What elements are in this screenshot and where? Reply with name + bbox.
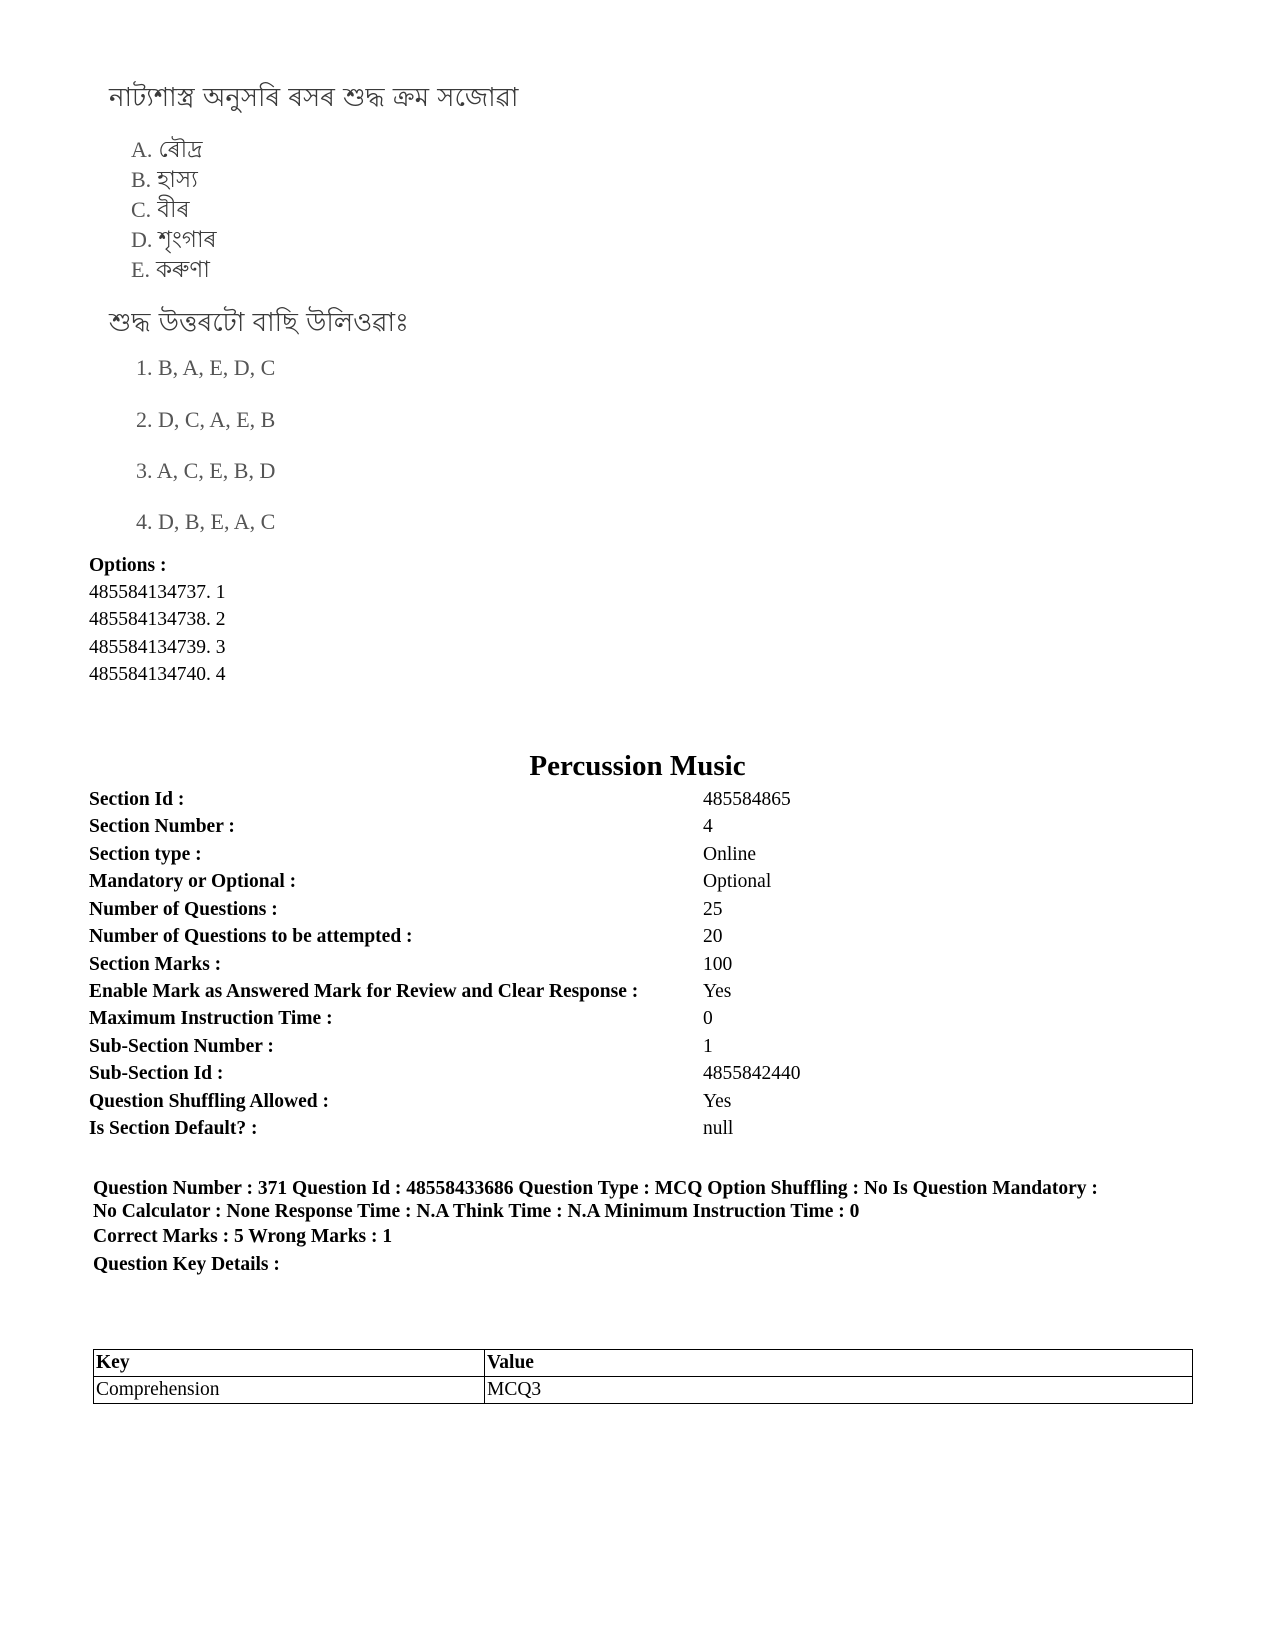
meta-key: Section Number : bbox=[89, 816, 235, 837]
options-heading: Options : bbox=[89, 555, 167, 576]
question-marks: Correct Marks : 5 Wrong Marks : 1 bbox=[93, 1226, 393, 1247]
section-meta-row bbox=[89, 816, 1189, 842]
table-cell-value: MCQ3 bbox=[485, 1377, 1193, 1404]
section-meta-row bbox=[89, 789, 1189, 815]
item-text: বীৰ bbox=[157, 197, 190, 223]
table-header-value: Value bbox=[485, 1350, 1193, 1377]
section-meta-row bbox=[89, 871, 1189, 897]
section-title: Percussion Music bbox=[529, 750, 746, 782]
item-text: কৰুণা bbox=[155, 257, 210, 283]
question-prompt: নাট্যশাস্ত্র অনুসৰি ৰসৰ শুদ্ধ ক্ৰম সজোৱা bbox=[109, 83, 519, 113]
section-meta-row bbox=[89, 899, 1189, 925]
option-row: 485584134737. 1 bbox=[89, 582, 226, 603]
meta-key: Is Section Default? : bbox=[89, 1118, 258, 1139]
question-instruction: শুদ্ধ উত্তৰটো বাছি উলিওৱাঃ bbox=[109, 308, 409, 338]
table-cell-key: Comprehension bbox=[94, 1377, 485, 1404]
question-header-line1: Question Number : 371 Question Id : 48558433686 Question Type : MCQ Option Shuffling : No Is Question Mandatory : bbox=[93, 1178, 1098, 1199]
item-label: D. bbox=[131, 227, 153, 252]
section-meta-row bbox=[89, 954, 1189, 980]
question-key-table bbox=[93, 1349, 1193, 1404]
answer-choice-3: 3. A, C, E, B, D bbox=[136, 458, 276, 483]
option-row: 485584134738. 2 bbox=[89, 609, 226, 630]
question-item-e bbox=[131, 251, 210, 290]
table-header-key: Key bbox=[94, 1350, 485, 1377]
section-meta-row bbox=[89, 926, 1189, 952]
section-meta-row bbox=[89, 844, 1189, 870]
item-text: হাস্য bbox=[157, 167, 198, 193]
meta-key: Section Id : bbox=[89, 789, 185, 810]
meta-key: Number of Questions to be attempted : bbox=[89, 926, 413, 947]
meta-value: null bbox=[703, 1118, 734, 1139]
meta-value: 4855842440 bbox=[703, 1063, 801, 1084]
answer-choice-4: 4. D, B, E, A, C bbox=[136, 509, 276, 534]
meta-value: 20 bbox=[703, 926, 723, 947]
meta-key: Enable Mark as Answered Mark for Review and Clear Response : bbox=[89, 981, 639, 1002]
section-meta-row bbox=[89, 1008, 1189, 1034]
meta-value: 4 bbox=[703, 816, 713, 837]
question-header bbox=[93, 1177, 1213, 1223]
item-label: B. bbox=[131, 167, 152, 192]
meta-value: 1 bbox=[703, 1036, 713, 1057]
meta-value: 100 bbox=[703, 954, 733, 975]
question-header-line2: No Calculator : None Response Time : N.A Think Time : N.A Minimum Instruction Time : 0 bbox=[93, 1201, 860, 1222]
question-key-details-label: Question Key Details : bbox=[93, 1254, 280, 1275]
meta-key: Question Shuffling Allowed : bbox=[89, 1091, 330, 1112]
meta-value: Online bbox=[703, 844, 757, 865]
table-row bbox=[94, 1377, 1193, 1404]
meta-key: Number of Questions : bbox=[89, 899, 278, 920]
answer-choice-1: 1. B, A, E, D, C bbox=[136, 355, 276, 380]
answer-choice-2: 2. D, C, A, E, B bbox=[136, 407, 276, 432]
meta-value: Yes bbox=[703, 1091, 732, 1112]
item-text: শৃংগাৰ bbox=[158, 227, 217, 253]
meta-key: Maximum Instruction Time : bbox=[89, 1008, 333, 1029]
meta-value: Optional bbox=[703, 871, 772, 892]
section-meta-row bbox=[89, 981, 1189, 1007]
option-row: 485584134740. 4 bbox=[89, 664, 226, 685]
item-label: C. bbox=[131, 197, 152, 222]
item-text: ৰৌদ্ৰ bbox=[158, 137, 203, 163]
option-row: 485584134739. 3 bbox=[89, 637, 226, 658]
meta-key: Section Marks : bbox=[89, 954, 222, 975]
meta-value: Yes bbox=[703, 981, 732, 1002]
section-meta-row bbox=[89, 1063, 1189, 1089]
meta-value: 25 bbox=[703, 899, 723, 920]
meta-value: 485584865 bbox=[703, 789, 791, 810]
item-label: E. bbox=[131, 257, 150, 282]
meta-key: Section type : bbox=[89, 844, 202, 865]
section-meta-row bbox=[89, 1091, 1189, 1117]
meta-value: 0 bbox=[703, 1008, 713, 1029]
meta-key: Mandatory or Optional : bbox=[89, 871, 297, 892]
meta-key: Sub-Section Id : bbox=[89, 1063, 224, 1084]
meta-key: Sub-Section Number : bbox=[89, 1036, 274, 1057]
section-meta-row bbox=[89, 1118, 1189, 1144]
section-meta-row bbox=[89, 1036, 1189, 1062]
item-label: A. bbox=[131, 137, 153, 162]
table-header-row bbox=[94, 1350, 1193, 1377]
